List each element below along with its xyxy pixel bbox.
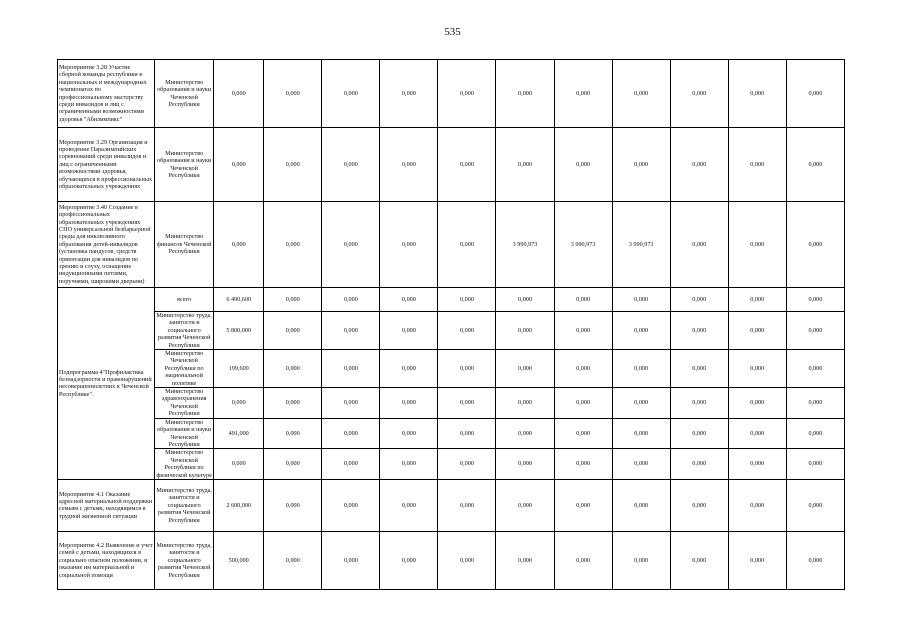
value-cell: 0,000 [786, 350, 844, 388]
value-cell: 0,000 [380, 128, 438, 202]
value-cell: 0,000 [380, 531, 438, 589]
value-cell: 0,000 [264, 479, 322, 531]
value-cell: 0,000 [438, 202, 496, 288]
value-cell: 0,000 [496, 128, 554, 202]
page-number: 535 [444, 26, 461, 38]
executor-cell: Министерство Чеченской Республики по физической культуре [156, 449, 212, 479]
value-cell: 0,000 [214, 60, 264, 128]
value-cell: 3 990,973 [554, 202, 612, 288]
value-cell: 0,000 [670, 388, 728, 419]
value-cell: 0,000 [612, 418, 670, 449]
table-row [58, 449, 845, 480]
value-cell: 0,000 [554, 128, 612, 202]
value-cell: 0,000 [380, 60, 438, 128]
value-cell: 0,000 [786, 60, 844, 128]
value-cell: 0,000 [728, 388, 786, 419]
value-cell: 0,000 [728, 418, 786, 449]
value-cell: 0,000 [496, 312, 554, 350]
value-cell: 0,000 [728, 449, 786, 480]
value-cell: 0,000 [728, 128, 786, 202]
value-cell: 0,000 [554, 388, 612, 419]
value-cell: 0,000 [438, 288, 496, 312]
value-cell: 0,000 [380, 202, 438, 288]
value-cell: 5 800,000 [214, 312, 264, 350]
value-cell: 0,000 [380, 288, 438, 312]
value-cell: 0,000 [786, 531, 844, 589]
value-cell: 0,000 [786, 312, 844, 350]
value-cell: 0,000 [496, 418, 554, 449]
executor-cell: Министерство Чеченской Республики по национальной политике [155, 350, 214, 388]
executor-cell: Министерство образования и науки Чеченской Республики [155, 128, 214, 202]
value-cell: 199,600 [214, 350, 264, 388]
table-row [58, 388, 845, 419]
value-cell: 0,000 [438, 312, 496, 350]
value-cell: 0,000 [670, 531, 728, 589]
value-cell: 0,000 [322, 312, 380, 350]
table-row [58, 312, 845, 350]
value-cell: 0,000 [728, 60, 786, 128]
value-cell: 0,000 [670, 312, 728, 350]
value-cell: 0,000 [214, 388, 264, 419]
value-cell: 0,000 [670, 288, 728, 312]
value-cell: 0,000 [554, 350, 612, 388]
value-cell: 0,000 [322, 479, 380, 531]
value-cell: 0,000 [496, 388, 554, 419]
table-row [58, 128, 845, 202]
value-cell: 0,000 [380, 350, 438, 388]
value-cell: 0,000 [728, 531, 786, 589]
value-cell: 0,000 [786, 128, 844, 202]
value-cell: 0,000 [728, 350, 786, 388]
value-cell: 0,000 [438, 449, 496, 480]
value-cell: 0,000 [264, 288, 322, 312]
value-cell: 0,000 [438, 350, 496, 388]
value-cell: 0,000 [728, 202, 786, 288]
value-cell: 0,000 [264, 350, 322, 388]
value-cell: 0,000 [670, 202, 728, 288]
value-cell: 491,000 [214, 418, 264, 449]
value-cell: 0,000 [670, 449, 728, 480]
value-cell: 0,000 [670, 418, 728, 449]
value-cell: 0,000 [214, 128, 264, 202]
value-cell: 0,000 [496, 479, 554, 531]
value-cell: 0,000 [554, 60, 612, 128]
value-cell: 0,000 [612, 60, 670, 128]
value-cell: 0,000 [438, 60, 496, 128]
value-cell: 2 600,000 [214, 479, 264, 531]
measure-name-cell: Мероприятие 4.1 Оказание адресной материальной поддержки семьям с детьми, находящимся в трудной жизненной ситуации [58, 479, 155, 531]
executor-cell: Министерство труда, занятости и социального развития Чеченской Республики [156, 312, 212, 349]
table-row [58, 418, 845, 449]
value-cell: 0,000 [612, 312, 670, 350]
value-cell: 0,000 [554, 449, 612, 480]
value-cell: 0,000 [670, 128, 728, 202]
value-cell: 0,000 [264, 418, 322, 449]
executor-cell: Министерство здравоохранения Чеченской Республики [155, 388, 214, 419]
value-cell: 0,000 [322, 60, 380, 128]
value-cell: 0,000 [264, 60, 322, 128]
value-cell: 0,000 [322, 449, 380, 480]
value-cell: 0,000 [612, 288, 670, 312]
program-table [57, 59, 845, 590]
value-cell: 0,000 [496, 350, 554, 388]
value-cell: 0,000 [264, 128, 322, 202]
value-cell: 0,000 [554, 418, 612, 449]
value-cell: 0,000 [728, 312, 786, 350]
value-cell: 0,000 [670, 60, 728, 128]
value-cell: 0,000 [322, 202, 380, 288]
value-cell: 0,000 [728, 288, 786, 312]
value-cell: 0,000 [496, 60, 554, 128]
value-cell: 3 990,973 [612, 202, 670, 288]
value-cell: 0,000 [380, 312, 438, 350]
value-cell: 0,000 [786, 449, 844, 480]
executor-cell: Министерство труда, занятости и социального развития Чеченской Республики [155, 531, 214, 589]
executor-cell: Министерство труда, занятости и социального развития Чеченской Республики [155, 479, 214, 531]
value-cell: 0,000 [496, 449, 554, 480]
value-cell: 0,000 [264, 202, 322, 288]
value-cell: 0,000 [496, 531, 554, 589]
value-cell: 0,000 [612, 449, 670, 480]
value-cell: 0,000 [380, 449, 438, 480]
value-cell: 0,000 [612, 479, 670, 531]
value-cell: 0,000 [322, 388, 380, 419]
value-cell: 0,000 [554, 479, 612, 531]
value-cell: 0,000 [612, 531, 670, 589]
value-cell: 0,000 [496, 288, 554, 312]
table-row [58, 531, 845, 589]
value-cell: 0,000 [786, 479, 844, 531]
measure-name-cell: Мероприятие 3.28 Участие сборной команды республики в национальных и международных чемпионатах по профессиональному мастерству среди инвалидов и лиц с ограниченными возможностями здоровья "Абилимпикс" [58, 60, 155, 128]
value-cell: 0,000 [554, 312, 612, 350]
table-row [58, 479, 845, 531]
value-cell: 0,000 [322, 350, 380, 388]
value-cell: 0,000 [786, 388, 844, 419]
value-cell: 0,000 [322, 288, 380, 312]
value-cell: 0,000 [786, 288, 844, 312]
value-cell: 0,000 [264, 531, 322, 589]
value-cell: 0,000 [554, 531, 612, 589]
table-row [58, 350, 845, 388]
value-cell: 0,000 [438, 418, 496, 449]
value-cell: 0,000 [322, 128, 380, 202]
measure-name-cell: Мероприятие 3.40 Создание в профессиональных образовательных учреждениях СПО универсальной безбарьерной среды для инклюзивного образования детей-инвалидов (установка пандусов, средств ориентации для инвалидов по зрению и слуху, оснащение индукционными петлями, поручнями, широкими дверьми) [58, 202, 155, 288]
value-cell: 0,000 [438, 479, 496, 531]
value-cell: 0,000 [380, 418, 438, 449]
value-cell: 0,000 [214, 202, 264, 288]
value-cell: 0,000 [612, 128, 670, 202]
measure-name-cell: Подпрограмма 4"Профилактика безнадзорности и правонарушений несовершеннолетних в Чеченской Республике". [58, 288, 155, 480]
value-cell: 500,000 [214, 531, 264, 589]
value-cell: 3 990,973 [496, 202, 554, 288]
value-cell: 0,000 [612, 388, 670, 419]
value-cell: 0,000 [380, 388, 438, 419]
value-cell: 0,000 [438, 128, 496, 202]
value-cell: 6 490,600 [214, 288, 264, 312]
value-cell: 0,000 [728, 479, 786, 531]
value-cell: 0,000 [380, 479, 438, 531]
value-cell: 0,000 [264, 449, 322, 480]
value-cell: 0,000 [322, 531, 380, 589]
value-cell: 0,000 [438, 531, 496, 589]
value-cell: 0,000 [554, 288, 612, 312]
executor-cell: всего [155, 288, 214, 312]
measure-name-cell: Мероприятие 3.29 Организация и проведение Паралимпийских соревнований среди инвалидов и лиц с ограниченными возможностями здоровья, обучающихся в профессиональных образовательных учреждениях [58, 128, 155, 202]
value-cell: 0,000 [670, 479, 728, 531]
value-cell: 0,000 [264, 312, 322, 350]
executor-cell: Министерство финансов Чеченской Республики [155, 202, 214, 288]
value-cell: 0,000 [264, 388, 322, 419]
value-cell: 0,000 [786, 418, 844, 449]
executor-cell: Министерство образования и науки Чеченской Республики [155, 418, 214, 449]
table-row [58, 288, 845, 312]
measure-name-cell: Мероприятие 4.2 Выявление и учет семей с детьми, находящихся в социально опасном положении, и оказание им материальной и социальной помощи [58, 531, 155, 589]
value-cell: 0,000 [214, 449, 264, 480]
value-cell: 0,000 [670, 350, 728, 388]
value-cell: 0,000 [612, 350, 670, 388]
value-cell: 0,000 [786, 202, 844, 288]
value-cell: 0,000 [322, 418, 380, 449]
table-row [58, 60, 845, 128]
table-row [58, 202, 845, 288]
executor-cell: Министерство образования и науки Чеченской Республики [155, 60, 214, 128]
value-cell: 0,000 [438, 388, 496, 419]
